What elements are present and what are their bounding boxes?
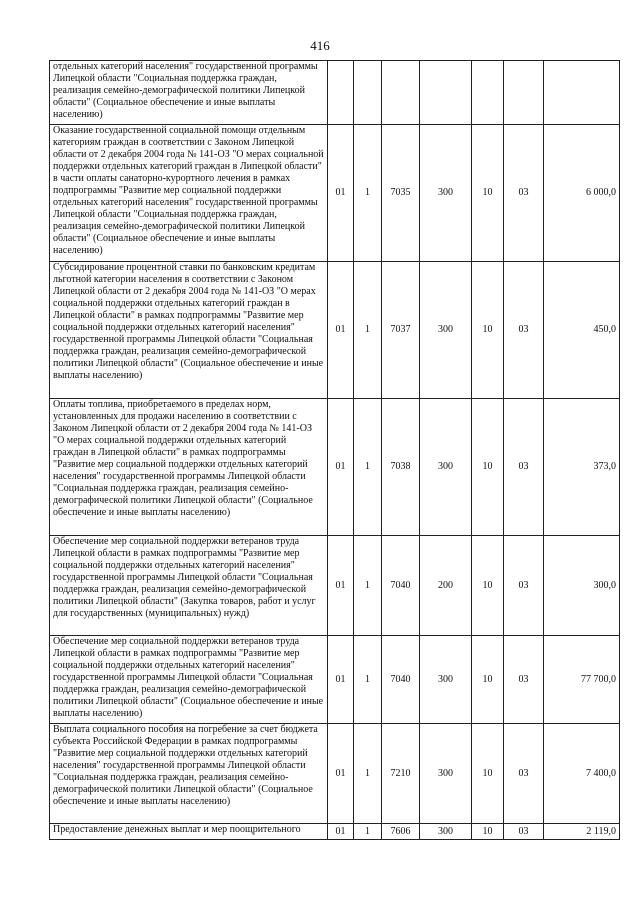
code-program [328, 61, 354, 125]
row-description: Предоставление денежных выплат и мер поощрительного [50, 824, 328, 840]
amount: 6 000,0 [544, 125, 620, 262]
amount: 77 700,0 [544, 636, 620, 724]
row-description: Оплаты топлива, приобретаемого в пределах норм, установленных для продажи населению в соответствии с Законом Липецкой области от 2 декабря 2004 года № 141-ОЗ "О мерах социальной поддержки отдельных категорий граждан в Липецкой области" в рамках подпрограммы "Развитие мер социальной поддержки отдельных категорий населения" государственной программы Липецкой области "Социальная поддержка граждан, реализация семейно-демографической политики Липецкой области" (Социальное обеспечение и иные выплаты населению) [50, 399, 328, 536]
table-row [50, 824, 620, 840]
row-description: отдельных категорий населения" государственной программы Липецкой области "Социальная поддержка граждан, реализация семейно-демографической политики Липецкой области" (Социальное обеспечение и иные выплаты населению) [50, 61, 328, 125]
code-subprogram: 1 [354, 724, 382, 824]
code-program: 01 [328, 262, 354, 399]
code-direction: 7035 [382, 125, 420, 262]
row-description: Оказание государственной социальной помощи отдельным категориям граждан в соответствии с Законом Липецкой области от 2 декабря 2004 года № 141-ОЗ "О мерах социальной поддержки отдельных категорий граждан в Липецкой области" в части оплаты санаторно-курортного лечения в рамках подпрограммы "Развитие мер социальной поддержки отдельных категорий населения" государственной программы Липецкой области "Социальная поддержка граждан, реализация семейно-демографической политики Липецкой области" (Социальное обеспечение и иные выплаты населению) [50, 125, 328, 262]
row-description: Обеспечение мер социальной поддержки ветеранов труда Липецкой области в рамках подпрограммы "Развитие мер социальной поддержки отдельных категорий населения" государственной программы Липецкой области "Социальная поддержка граждан, реализация семейно-демографической политики Липецкой области" (Социальное обеспечение и иные выплаты населению) [50, 636, 328, 724]
code-direction [382, 61, 420, 125]
table-row [50, 125, 620, 262]
code-expense-type: 200 [420, 536, 472, 636]
code-direction: 7040 [382, 636, 420, 724]
amount: 2 119,0 [544, 824, 620, 840]
code-section: 10 [472, 399, 504, 536]
code-section: 10 [472, 724, 504, 824]
amount [544, 61, 620, 125]
code-expense-type: 300 [420, 824, 472, 840]
table-row [50, 262, 620, 399]
code-subsection [504, 61, 544, 125]
amount: 7 400,0 [544, 724, 620, 824]
code-subprogram: 1 [354, 262, 382, 399]
code-subprogram: 1 [354, 125, 382, 262]
table-row [50, 636, 620, 724]
code-program: 01 [328, 724, 354, 824]
page-number: 416 [310, 38, 330, 53]
code-subprogram [354, 61, 382, 125]
code-program: 01 [328, 636, 354, 724]
code-expense-type: 300 [420, 262, 472, 399]
code-section: 10 [472, 125, 504, 262]
table-row [50, 61, 620, 125]
code-subsection: 03 [504, 125, 544, 262]
code-subprogram: 1 [354, 399, 382, 536]
code-subprogram: 1 [354, 536, 382, 636]
code-section [472, 61, 504, 125]
code-section: 10 [472, 262, 504, 399]
code-direction: 7037 [382, 262, 420, 399]
code-section: 10 [472, 824, 504, 840]
code-section: 10 [472, 636, 504, 724]
row-description: Субсидирование процентной ставки по банковским кредитам льготной категории населения в соответствии с Законом Липецкой области от 2 декабря 2004 года № 141-ОЗ "О мерах социальной поддержки отдельных категорий граждан в Липецкой области" в рамках подпрограммы "Развитие мер социальной поддержки отдельных категорий населения" государственной программы Липецкой области "Социальная поддержка граждан, реализация семейно-демографической политики Липецкой области" (Социальное обеспечение и иные выплаты населению) [50, 262, 328, 399]
code-program: 01 [328, 536, 354, 636]
table-row [50, 399, 620, 536]
code-program: 01 [328, 824, 354, 840]
code-section: 10 [472, 536, 504, 636]
code-expense-type [420, 61, 472, 125]
code-subsection: 03 [504, 724, 544, 824]
code-subsection: 03 [504, 636, 544, 724]
code-subsection: 03 [504, 262, 544, 399]
row-description: Обеспечение мер социальной поддержки ветеранов труда Липецкой области в рамках подпрограммы "Развитие мер социальной поддержки отдельных категорий населения" государственной программы Липецкой области "Социальная поддержка граждан, реализация семейно-демографической политики Липецкой области" (Закупка товаров, работ и услуг для государственных (муниципальных) нужд) [50, 536, 328, 636]
code-expense-type: 300 [420, 724, 472, 824]
code-expense-type: 300 [420, 125, 472, 262]
code-direction: 7038 [382, 399, 420, 536]
code-direction: 7210 [382, 724, 420, 824]
table-row [50, 536, 620, 636]
code-expense-type: 300 [420, 636, 472, 724]
code-subprogram: 1 [354, 824, 382, 840]
code-direction: 7040 [382, 536, 420, 636]
code-program: 01 [328, 399, 354, 536]
code-program: 01 [328, 125, 354, 262]
code-subprogram: 1 [354, 636, 382, 724]
code-subsection: 03 [504, 536, 544, 636]
code-subsection: 03 [504, 824, 544, 840]
amount: 373,0 [544, 399, 620, 536]
amount: 300,0 [544, 536, 620, 636]
code-expense-type: 300 [420, 399, 472, 536]
code-direction: 7606 [382, 824, 420, 840]
row-description: Выплата социального пособия на погребение за счет бюджета субъекта Российской Федерации в рамках подпрограммы "Развитие мер социальной поддержки отдельных категорий населения" государственной программы Липецкой области "Социальная поддержка граждан, реализация семейно-демографической политики Липецкой области" (Социальное обеспечение и иные выплаты населению) [50, 724, 328, 824]
table-row [50, 724, 620, 824]
budget-table [49, 60, 620, 840]
code-subsection: 03 [504, 399, 544, 536]
amount: 450,0 [544, 262, 620, 399]
